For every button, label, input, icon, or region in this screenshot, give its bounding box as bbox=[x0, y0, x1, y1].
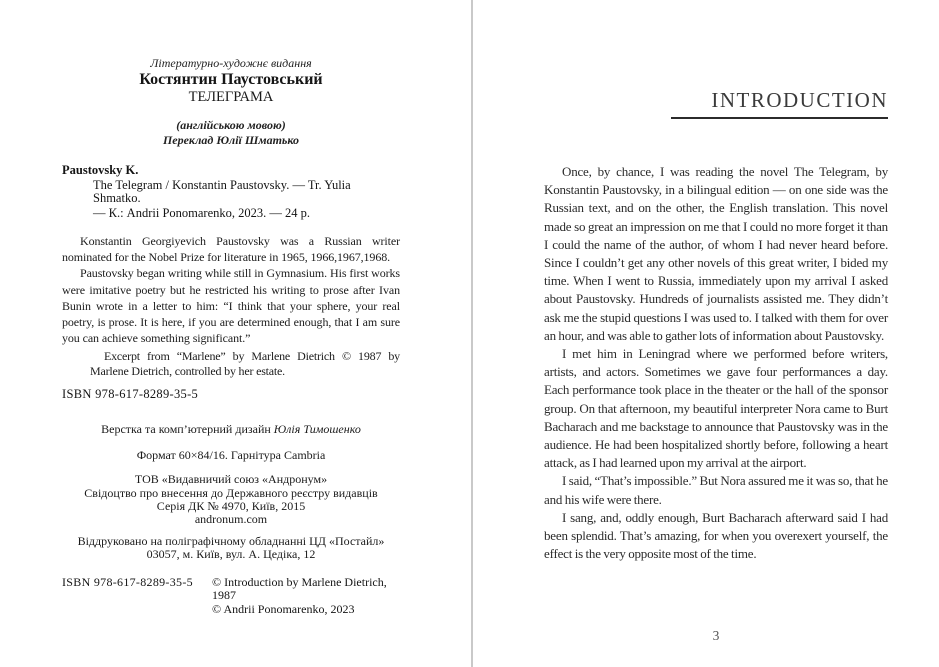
paragraph: Once, by chance, I was reading the novel The Telegram, by Konstantin Paustovsky, in a bilingual edition — on one side was the Russian text, and on the other, the English translation. This novel made so great an impression on me that I could no more forget it than I could the name of the author, of whom I had never heard before. Since I couldn’t get any other novels of this great writer, I bided my time. When I went to Russia, immediately upon my arrival I asked about Paustovsky. Hundreds of journalists assisted me. They didn’t ask me the stupid questions I was used to. I talked with them for over an hour, and was able to gather lots of information about Paustovsky. bbox=[544, 164, 888, 343]
book-author: Костянтин Паустовський bbox=[139, 71, 323, 88]
layout-credit bbox=[62, 422, 400, 437]
edition-note: Літературно-художнє видання bbox=[150, 56, 312, 70]
paragraph: Paustovsky began writing while still in Gymnasium. His first works were imitative poetry but he restricted his writing to prose after Ivan Bunin wrote in a letter to him: “I think that your sphere, your real poetry, is prose. It is here, if you are determined enough, that I am sure you can achieve something significant.” bbox=[62, 266, 400, 346]
copyright-publisher: © Andrii Ponomarenko, 2023 bbox=[212, 601, 355, 616]
chapter-heading: INTRODUCTION bbox=[711, 88, 888, 112]
printed-by: Віддруковано на поліграфічному обладнанні ЦД «Постайл» bbox=[77, 534, 385, 549]
publisher-series: Серія ДК № 4970, Київ, 2015 bbox=[156, 498, 306, 513]
paragraph: I sang, and, oddly enough, Burt Bacharach afterward said I had been splendid. That’s amazing, for when you overexert yourself, the effect is the very opposite most of the time. bbox=[544, 509, 888, 562]
biblio-author-key: Paustovsky K. bbox=[62, 163, 139, 177]
publisher-certificate: Свідоцтво про внесення до Державного реєстру видавців bbox=[84, 485, 378, 500]
biblio-line-1: The Telegram / Konstantin Paustovsky. — Tr. Yulia Shmatko. bbox=[93, 177, 351, 205]
page-number: 3 bbox=[712, 628, 720, 643]
printer-address: 03057, м. Київ, вул. А. Цедіка, 12 bbox=[146, 547, 316, 562]
language-note: (англійською мовою) bbox=[176, 118, 286, 132]
copyright-block bbox=[212, 576, 400, 617]
introduction-page bbox=[472, 0, 939, 667]
introduction-body bbox=[544, 163, 888, 563]
paragraph: I said, “That’s impossible.” But Nora assured me it was so, that he and his wife were there. bbox=[544, 473, 888, 507]
layout-credit-prefix: Верстка та комп’ютерний дизайн bbox=[101, 422, 274, 437]
publisher-block bbox=[62, 473, 400, 526]
translator-note: Переклад Юлії Шматько bbox=[162, 133, 300, 147]
format-note: Формат 60×84/16. Гарнітура Cambria bbox=[136, 448, 326, 463]
paragraph: I met him in Leningrad where we performed before writers, artists, and actors. Sometimes we gave four performances a day. Each performance took place in the theater or the hall of the sponsor group. On that afternoon, my beautiful interpreter Nora came to Burt Bacharach and me backstage to announce that Paustovsky was in the audience. He had been hospitalized shortly before, following a heart attack, as I had learned upon my arrival at the airport. bbox=[544, 346, 888, 471]
excerpt-note: Excerpt from “Marlene” by Marlene Dietrich © 1987 by Marlene Dietrich, controlled by her estate. bbox=[90, 349, 400, 378]
isbn-number: ISBN 978-617-8289-35-5 bbox=[62, 387, 199, 402]
biblio-line-2: — К.: Andrii Ponomarenko, 2023. — 24 p. bbox=[93, 205, 311, 220]
chapter-heading-rule bbox=[671, 88, 888, 119]
copyright-introduction: © Introduction by Marlene Dietrich, 1987 bbox=[212, 574, 387, 603]
publisher-name: ТОВ «Видавничий союз «Андронум» bbox=[134, 472, 328, 487]
copyright-row bbox=[62, 574, 400, 616]
author-bio bbox=[62, 233, 400, 346]
book-title: ТЕЛЕГРАМА bbox=[188, 89, 274, 105]
bibliographic-entry bbox=[62, 164, 400, 220]
language-block bbox=[62, 118, 400, 148]
isbn-bottom: ISBN 978-617-8289-35-5 bbox=[62, 574, 193, 589]
publisher-website: andronum.com bbox=[194, 512, 268, 527]
layout-designer-name: Юлія Тимошенко bbox=[273, 422, 361, 437]
paragraph: Konstantin Georgiyevich Paustovsky was a Russian writer nominated for the Nobel Prize for literature in 1965, 1966,1967,1968. bbox=[62, 234, 400, 265]
printing-block bbox=[62, 535, 400, 561]
